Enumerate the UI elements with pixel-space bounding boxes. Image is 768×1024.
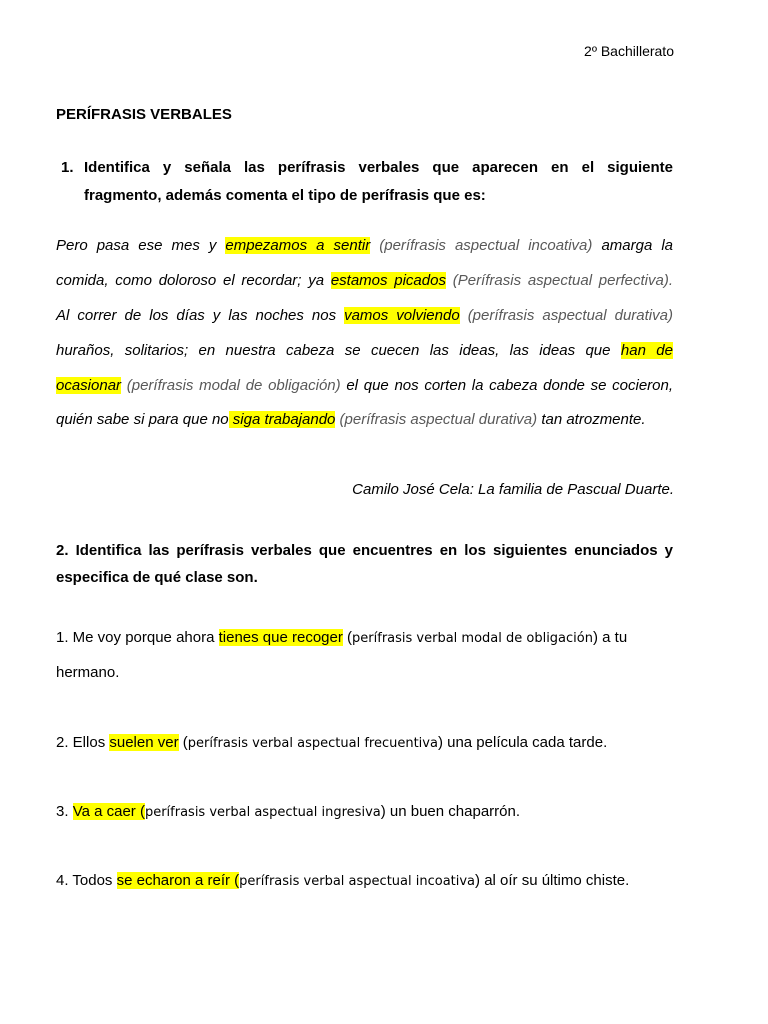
periphrasis-type: perífrasis verbal aspectual frecuentiva [187,736,438,751]
highlight-periphrasis: estamos picados [330,272,446,289]
highlight-periphrasis: empezamos a sentir [225,237,371,254]
item-text: ) a tu [592,629,628,646]
passage-text: huraños, solitarios; en nuestra cabeza se cuecen las ideas, las ideas que [56,342,621,359]
item-text: 4. Todos [56,872,117,889]
item-text: ) una película cada tarde. [437,734,608,751]
periphrasis-type: (perífrasis aspectual durativa) [459,307,673,324]
passage-line-3 [56,307,673,324]
list-item [56,734,607,751]
passage-text: tan atrozmente. [537,411,646,428]
highlight-periphrasis: siga trabajando [228,411,336,428]
passage-text: amarga la [592,237,674,254]
periphrasis-type: perífrasis verbal aspectual incoativa [239,874,476,889]
page-title: PERÍFRASIS VERBALES [56,106,232,123]
exercise-1-number: 1. [61,159,74,176]
item-text: ( [342,629,353,646]
periphrasis-type: (perífrasis modal de obligación) [121,377,341,394]
periphrasis-type: (Perífrasis aspectual perfectiva). [445,272,673,289]
item-text: ) un buen chaparrón. [380,803,520,820]
periphrasis-type: perífrasis verbal modal de obligación [352,631,593,646]
highlight-periphrasis: tienes que recoger [218,629,343,646]
item-text: 3. [56,803,73,820]
highlight-periphrasis: Va a caer ( [72,803,145,820]
passage-text: Pero pasa ese mes y [56,237,226,254]
highlight-periphrasis: ocasionar [56,377,122,394]
passage-text: el que nos corten la cabeza donde se cocieron, [340,377,674,394]
highlight-periphrasis: suelen ver [109,734,179,751]
course-header: 2º Bachillerato [584,43,674,59]
passage-text: quién sabe si para que no [56,411,229,428]
periphrasis-type: perífrasis verbal aspectual ingresiva [144,805,381,820]
item-text: 1. Me voy porque ahora [56,629,219,646]
passage-line-6 [56,411,673,428]
highlight-periphrasis: se echaron a reír ( [116,872,240,889]
periphrasis-type: (perífrasis aspectual incoativa) [370,237,593,254]
exercise-2-instruction-line-1: 2. Identifica las perífrasis verbales que encuentres en los siguientes enunciados y [56,542,673,559]
passage-line-5 [56,377,673,394]
list-item-continuation: hermano. [56,664,120,681]
passage-line-2 [56,272,673,289]
item-text: ) al oír su último chiste. [475,872,630,889]
item-text: 2. Ellos [56,734,110,751]
attribution: Camilo José Cela: La familia de Pascual Duarte. [352,481,674,498]
item-text: ( [178,734,188,751]
exercise-1-instruction-line-2: fragmento, además comenta el tipo de perífrasis que es: [84,187,486,204]
passage-text: comida, como doloroso el recordar; ya [56,272,331,289]
periphrasis-type: (perífrasis aspectual durativa) [335,411,538,428]
passage-text: Al correr de los días y las noches nos [56,307,345,324]
list-item [56,629,627,646]
exercise-1-instruction-line-1: Identifica y señala las perífrasis verbales que aparecen en el siguiente [84,159,673,176]
passage-line-1 [56,237,673,254]
highlight-periphrasis: han de [620,342,673,359]
highlight-periphrasis: vamos volviendo [344,307,460,324]
exercise-2-instruction-line-2: especifica de qué clase son. [56,569,258,586]
passage-line-4 [56,342,673,359]
list-item [56,872,629,889]
list-item [56,803,520,820]
